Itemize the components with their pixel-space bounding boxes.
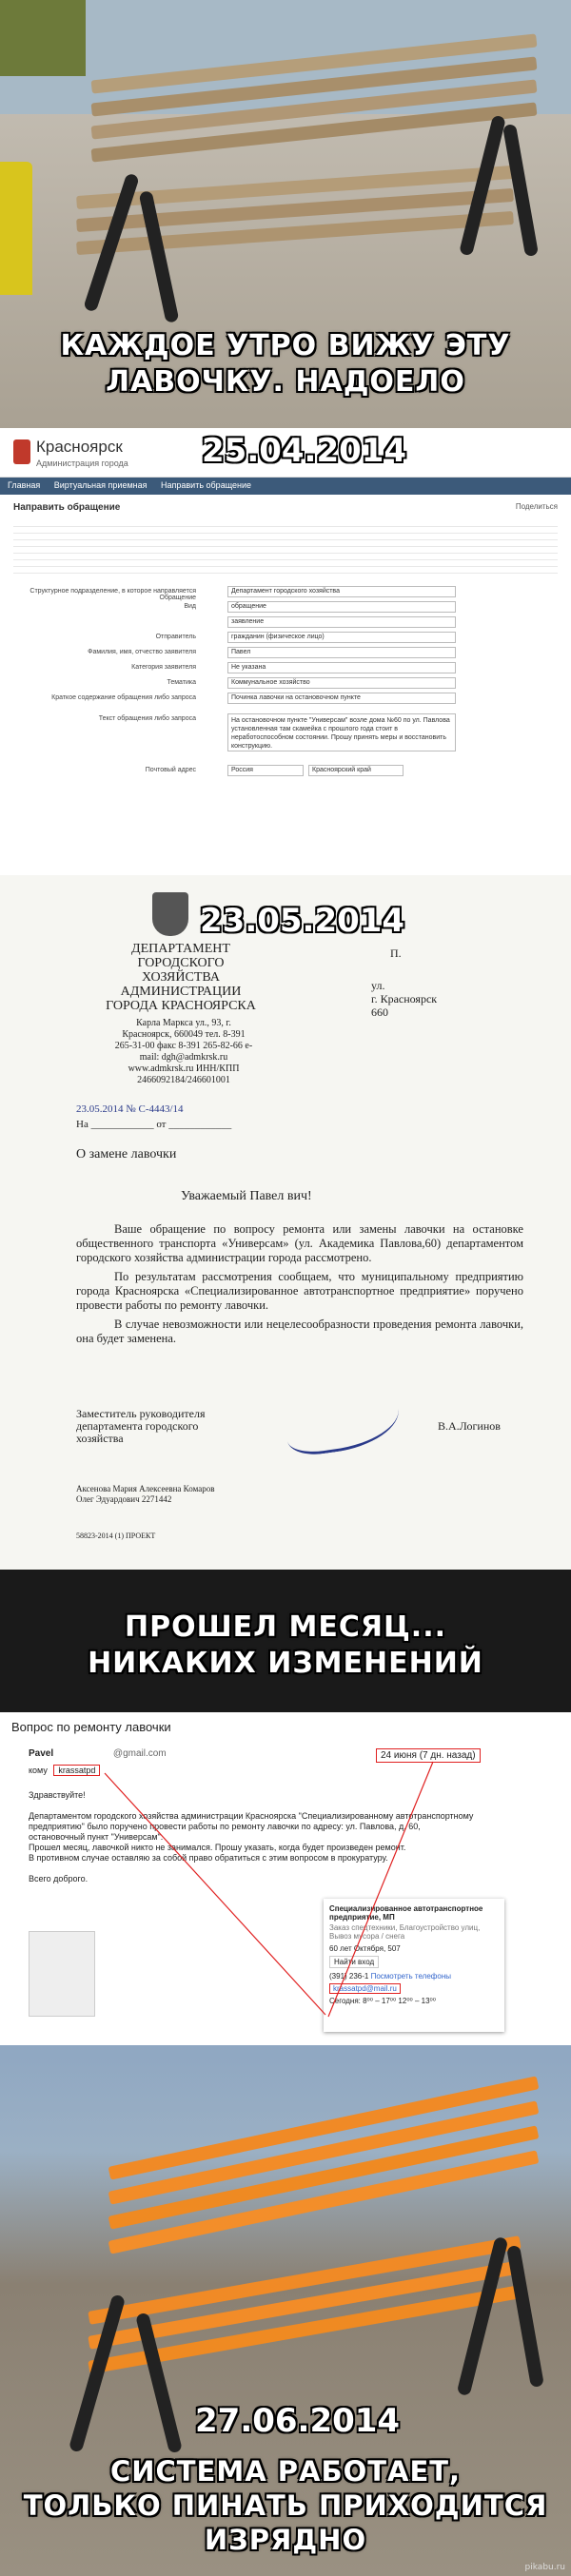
sender-name[interactable]: Pavel: [29, 1748, 54, 1759]
request-textarea[interactable]: На остановочном пункте "Универсам" возле дома №60 по ул. Павлова установленная там скамейка с прошлого года стоит в неработоспособном состоянии. Прошу принять меры и восстановить конструкцию.: [227, 713, 456, 751]
to-label: кому: [29, 1766, 48, 1775]
trash-bin: [0, 162, 32, 295]
email-date: 24 июня (7 дн. назад): [376, 1748, 481, 1763]
new-bench-photo: [0, 2045, 571, 2576]
type-select[interactable]: заявление: [227, 616, 456, 628]
date-photo: 27.06.2014: [195, 2402, 401, 2440]
caption-middle-1: ПРОШЕЛ МЕСЯЦ...: [125, 1610, 446, 1644]
form-row: [13, 615, 558, 631]
intro-text: [13, 520, 558, 577]
nav-reception[interactable]: Виртуальная приемная: [53, 480, 148, 490]
date-letter: 23.05.2014: [200, 902, 405, 940]
card-today: Сегодня: 8⁰⁰ – 17⁰⁰: [329, 1997, 397, 2005]
name-field[interactable]: Павел: [227, 647, 456, 658]
highlight-lines: [0, 1712, 571, 2045]
sender-select[interactable]: гражданин (физическое лицо): [227, 632, 456, 643]
bench-leg: [506, 2245, 544, 2388]
letter-para1: Ваше обращение по вопросу ремонта или замены лавочки на остановке общественного транспорта «Универсам» (ул. Академика Павлова,60) департаментом городского хозяйства администрации города рассмотрено.: [76, 1222, 523, 1264]
nav-home[interactable]: Главная: [8, 480, 41, 490]
country-select[interactable]: Россия: [227, 765, 304, 776]
to-initial: П.: [390, 946, 402, 960]
letter-greeting: Уважаемый Павел вич!: [181, 1189, 312, 1203]
email-body2: Прошел месяц, лавочкой никто не занимался. Прошу указать, когда будет произведен ремонт.: [29, 1843, 406, 1852]
form-row: Почтовый адрес Россия Красноярский край: [13, 764, 558, 779]
official-letter: [0, 875, 571, 1570]
crest-icon: [152, 892, 188, 936]
caption-bottom-1: СИСТЕМА РАБОТАЕТ,: [109, 2455, 462, 2488]
email-subject: Вопрос по ремонту лавочки: [11, 1720, 171, 1734]
caption-bottom-3: ИЗРЯДНО: [204, 2524, 367, 2556]
form-row: Структурное подразделение, в которое направляется Обращение Департамент городского хозяйства: [13, 585, 558, 600]
form-row: Фамилия, имя, отчество заявителя Павел: [13, 646, 558, 661]
form-row: Отправитель гражданин (физическое лицо): [13, 631, 558, 646]
to-zip: 660: [371, 1005, 388, 1019]
letter-dept: ДЕПАРТАМЕНТ ГОРОДСКОГО ХОЗЯЙСТВА АДМИНИСТРАЦИИ ГОРОДА КРАСНОЯРСКА: [106, 942, 256, 1013]
to-city: г. Красноярск: [371, 992, 438, 1005]
site-city-sub: Администрация города: [36, 459, 128, 468]
summary-field[interactable]: Починка лавочки на остановочном пункте: [227, 693, 456, 704]
bench-leg: [457, 2236, 509, 2396]
letter-subject: О замене лавочки: [76, 1147, 177, 1161]
to-street: ул.: [371, 979, 385, 992]
form-row: Текст обращения либо запроса На остановочном пункте "Универсам" возле дома №60 по ул. Павлова установленная там скамейка с прошлого года стоит в неработоспособном состоянии. Прошу принять меры и восстановить конструкцию.: [13, 712, 558, 760]
letter-executor: Аксенова Мария Алексеевна Комаров Олег Эдуардович 2271442: [76, 1484, 215, 1504]
letter-para3: В случае невозможности или нецелесообразности проведения ремонта лавочки, она будет заменена.: [76, 1317, 523, 1345]
old-bench-photo: [0, 0, 571, 428]
caption-middle-panel: [0, 1570, 571, 1712]
page-title: Направить обращение: [13, 502, 121, 513]
email-sign: Всего доброго.: [29, 1874, 89, 1883]
card-phone: (391) 236-1: [329, 1972, 369, 1981]
letter-signer-title: Заместитель руководителя департамента городского хозяйства: [76, 1407, 206, 1445]
caption-bottom-2: ТОЛЬКО ПИНАТЬ ПРИХОДИТСЯ: [23, 2489, 548, 2522]
letter-address: Карла Маркса ул., 93, г. Красноярск, 660049 тел. 8-391 265-31-00 факс 8-391 265-82-66 e-mail: dgh@admkrsk.ru www.admkrsk.ru ИНН/КПП 2466092184/246601001: [114, 1018, 253, 1085]
bench-leg: [139, 190, 180, 323]
city-crest-icon: [13, 439, 30, 464]
email-body3: В противном случае оставляю за собой право обратиться с этим вопросом в прокуратуру.: [29, 1853, 388, 1863]
card-addr: 60 лет Октября, 507: [329, 1944, 401, 1953]
letter-para2: По результатам рассмотрения сообщаем, что муниципальному предприятию города Красноярска «Специализированное автотранспортное предприятие» поручено провести работы по ремонту лавочки.: [76, 1270, 523, 1312]
watermark: pikabu.ru: [524, 2563, 565, 2572]
breadcrumb: [0, 478, 571, 495]
site-city: Красноярск: [36, 438, 123, 456]
letter-reg-line: На ____________ от ____________: [76, 1119, 232, 1130]
card-find-button[interactable]: Найти вход: [329, 1956, 379, 1968]
letter-recipient: [371, 946, 437, 1019]
nav-send[interactable]: Направить обращение: [161, 480, 252, 490]
date-website: 25.04.2014: [202, 432, 407, 470]
letter-signer-name: В.А.Логинов: [438, 1419, 501, 1433]
form-row: Категория заявителя Не указана: [13, 661, 558, 676]
signature: [282, 1386, 403, 1458]
card-title: Специализированное автотранспортное предприятие, МП: [329, 1904, 483, 1922]
region-select[interactable]: Красноярский край: [308, 765, 404, 776]
card-phone-more[interactable]: Посмотреть телефоны: [370, 1972, 451, 1981]
card-email[interactable]: krassatpd@mail.ru: [329, 1983, 401, 1994]
email-greeting: Здравствуйте!: [29, 1790, 86, 1800]
card-sub: Заказ спецтехники, Благоустройство улиц, Вывоз мусора / снега: [329, 1923, 481, 1941]
letter-reg: 23.05.2014 № С-4443/14: [76, 1103, 184, 1115]
website-screenshot: [0, 428, 571, 875]
sender-email: @gmail.com: [112, 1748, 167, 1759]
card-lunch: 12⁰⁰ – 13⁰⁰: [398, 1997, 436, 2005]
dept-select[interactable]: Департамент городского хозяйства: [227, 586, 456, 597]
to-chip[interactable]: krassatpd: [53, 1765, 100, 1776]
email-body1: Департаментом городского хозяйства администрации Красноярска "Специализированному автотранспортному предприятию" было поручено провести работы по ремонту лавочки по адресу: ул. Павлова, д. 60, остановочный пункт "Универсам".: [29, 1811, 474, 1842]
letter-footer: 58823-2014 (1) ПРОЕКТ: [76, 1532, 156, 1540]
shrub: [0, 0, 86, 76]
caption-top: КАЖДОЕ УТРО ВИЖУ ЭТУ ЛАВОЧКУ. НАДОЕЛО: [60, 329, 511, 399]
topic-select[interactable]: Коммунальное хозяйство: [227, 677, 456, 689]
bench-leg: [459, 115, 506, 257]
form-row: Краткое содержание обращения либо запроса Починка лавочки на остановочном пункте: [13, 692, 558, 707]
kind-select[interactable]: обращение: [227, 601, 456, 613]
category-select[interactable]: Не указана: [227, 662, 456, 673]
form-row: Вид обращение: [13, 600, 558, 615]
email-screenshot: [0, 1712, 571, 2045]
form-row: Тематика Коммунальное хозяйство: [13, 676, 558, 692]
share-label[interactable]: Поделиться: [515, 502, 558, 511]
caption-middle-2: НИКАКИХ ИЗМЕНЕНИЙ: [88, 1647, 483, 1680]
